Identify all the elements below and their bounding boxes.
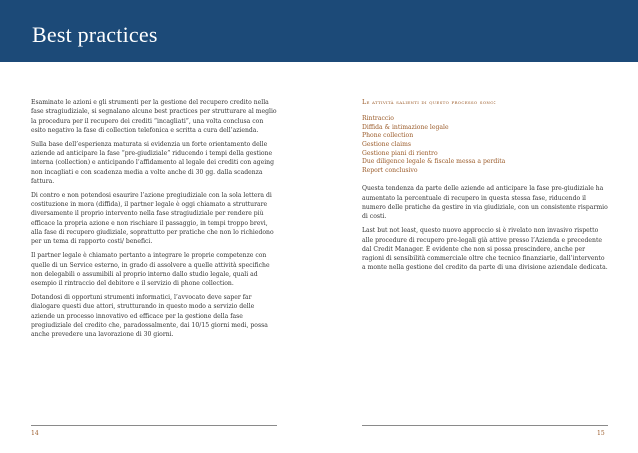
page-number-left: 14: [31, 430, 39, 437]
list-item: Gestione claims: [362, 141, 411, 149]
paragraph: Esaminate le azioni e gli strumenti per la gestione del recupero credito nella fase stragiudiziale, si segnalano alcune best practices per strutturare al meglio la procedura per il recupero dei crediti “incagliati”, una volta conclusa con esito negativo la fase di collection telefonica e scritta a cura dell’azienda.: [31, 99, 277, 134]
list-item: Gestione piani di rientro: [362, 149, 438, 157]
page-number-right: 15: [597, 430, 605, 437]
footer-divider-left: [31, 425, 277, 426]
page-title: Best practices: [32, 22, 158, 47]
list-item: Diffida & intimazione legale: [362, 123, 449, 131]
paragraph: Dotandosi di opportuni strumenti informatici, l’avvocato deve saper far dialogare questi due attori, strutturando in questo modo a servizio delle aziende un processo innovativo ed efficace per la gestione della fase pregiudiziale del credito che, paradossalmente, dai 10/15 giorni medi, possa anche prevedere una lavorazione di 30 giorni.: [31, 294, 268, 339]
list-item: Report conclusivo: [362, 166, 418, 174]
footer-divider-right: [362, 425, 608, 426]
paragraph: Di contro e non potendosi esaurire l’azione pregiudiziale con la sola lettera di costituzione in mora (diffida), il partner legale è oggi chiamato a strutturare diversamente il proprio intervento nella fase stragiudiziale per rendere più efficace la propria azione e non rischiare il passaggio, in tempi troppo brevi, alla fase di recupero giudiziale, soprattutto per pratiche che non lo richiedono per un tema di rapporto costi/ benefici.: [31, 191, 274, 246]
left-column: [31, 98, 277, 344]
list-item: Phone collection: [362, 132, 414, 140]
list-item: Due diligence legale & fiscale messa a perdita: [362, 158, 506, 166]
title-banner: [0, 0, 638, 62]
activity-list: [362, 115, 608, 175]
paragraph: Il partner legale è chiamato pertanto a integrare le proprie competenze con quelle di un Service esterno, in grado di assolvere a quelle attività specifiche non delegabili o assumibili al proprio interno dallo studio legale, quali ad esempio il rintraccio del debitore e il servizio di phone collection.: [31, 252, 270, 288]
paragraph: Last but not least, questo nuovo approccio si è rivelato non invasivo rispetto alle procedure di recupero pre-legali già attive presso l’Azienda e precedente dal Credit Manager. È evidente che non si possa prescindere, anche per ragioni di sensibilità commerciale oltre che tecnico finanziarie, dall’intervento a monte nella gestione del credito da parte di una divisione aziendale dedicata.: [362, 227, 608, 272]
paragraph: Questa tendenza da parte delle aziende ad anticipare la fase pre-giudiziale ha aumentato la percentuale di recupero in questa stessa fase, riducendo il numero delle pratiche da gestire in via giudiziale, con un consistente risparmio di costi.: [362, 185, 608, 221]
list-item: Rintraccio: [362, 115, 394, 123]
right-column: [362, 98, 608, 277]
paragraph: Sulla base dell’esperienza maturata si evidenzia un forte orientamento delle aziende ad anticipare la fase “pre-giudiziale” riducendo i tempi della gestione interna (collection) e anticipando l’affidamento al legale dei crediti con ageing non incagliati e con scadenza media a volte anche di 30 gg. dalla scadenza fattura.: [31, 140, 275, 185]
section-heading: Le attività salienti di questo processo sono:: [362, 99, 497, 106]
